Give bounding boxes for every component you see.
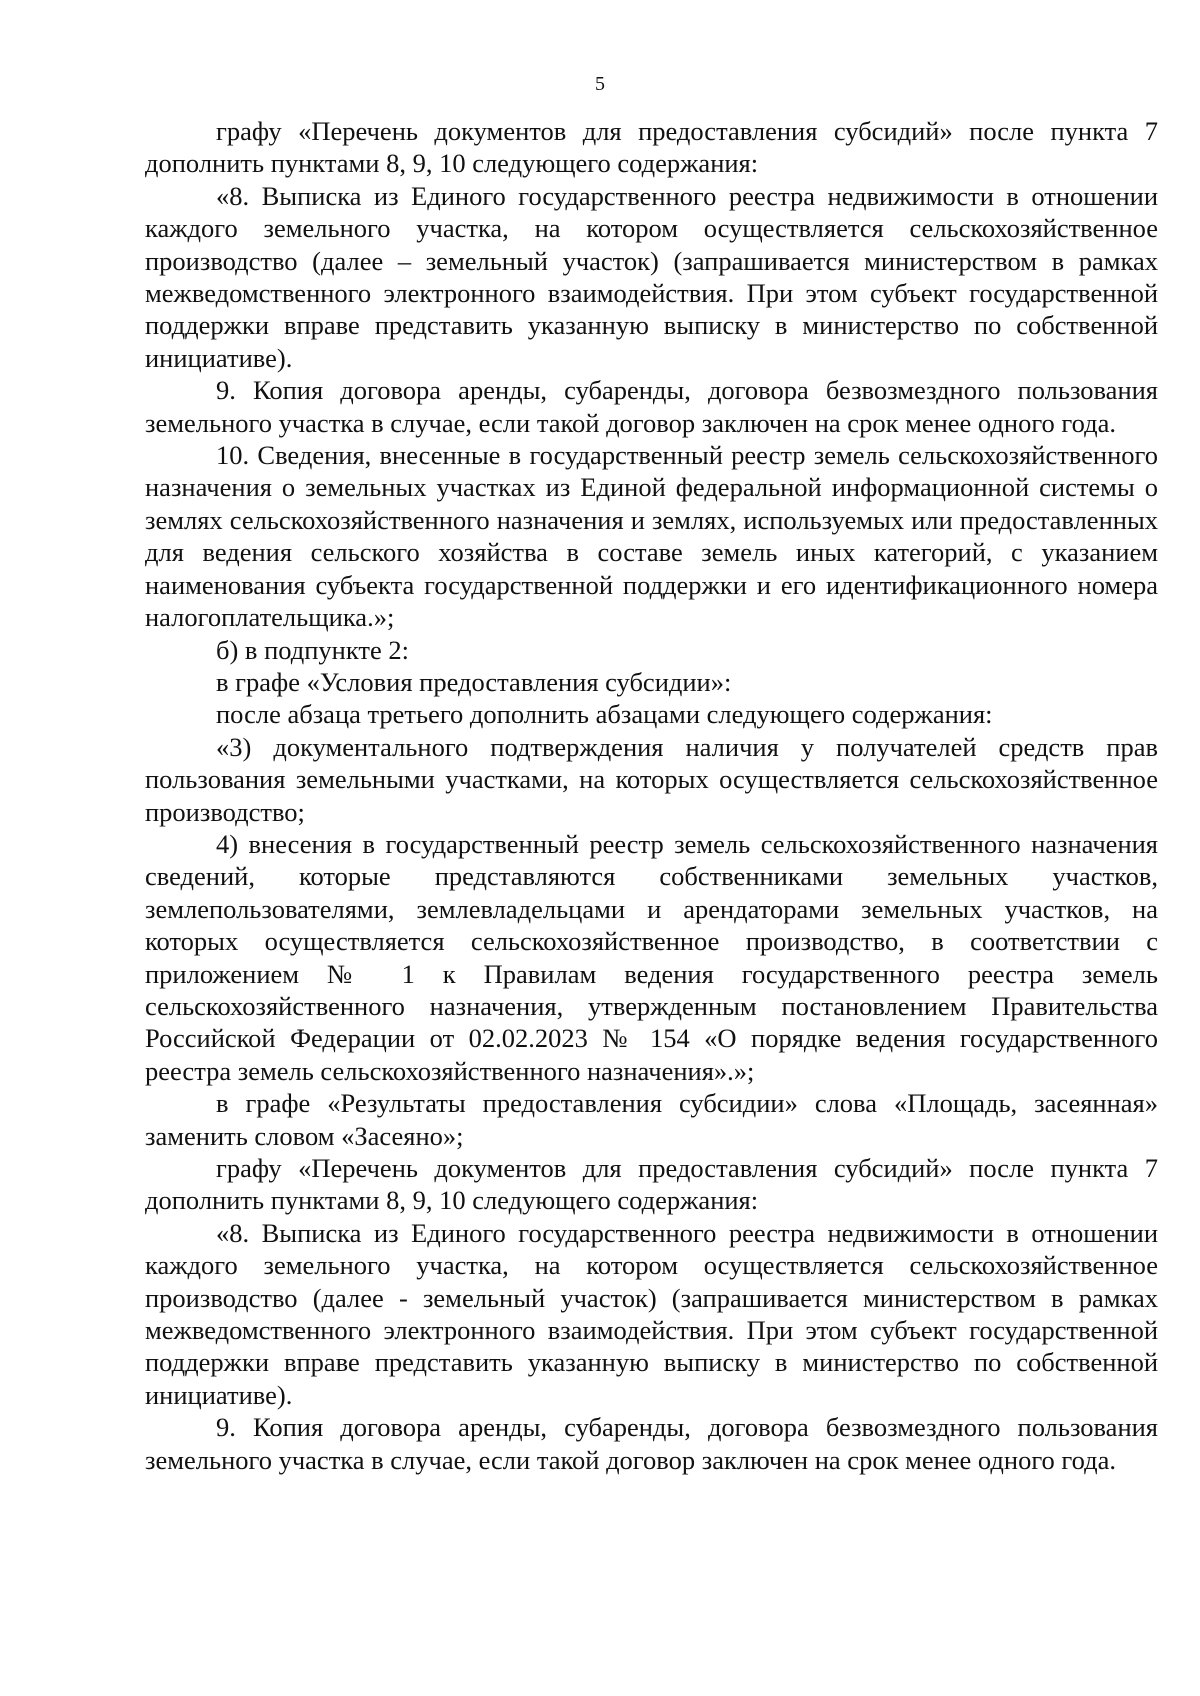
paragraph-item-8-extract-repeat: «8. Выписка из Единого государственного реестра недвижимости в отношении каждого земельного участка, на котором осуществляется сельскохозяйственное производство (далее - земельный участок) (запрашивается министерством в рамках межведомственного электронного взаимодействия. При этом субъект государственной поддержки вправе представить указанную выписку в министерство по собственной инициативе). <box>145 1217 1158 1410</box>
paragraph-condition-4: 4) внесения в государственный реестр земель сельскохозяйственного назначения сведений, которые представляются собственниками земельных участков, землепользователями, землевладельцами и арендаторами земельных участков, на которых осуществляется сельскохозяйственное производство, в соответствии с приложением № 1 к Правилам ведения государственного реестра земель сельскохозяйственного назначения, утвержденным постановлением Правительства Российской Федерации от 02.02.2023 № 154 «О порядке ведения государственного реестра земель сельскохозяйственного назначения».»; <box>145 828 1158 1086</box>
paragraph-item-8-extract: «8. Выписка из Единого государственного реестра недвижимости в отношении каждого земельного участка, на котором осуществляется сельскохозяйственное производство (далее – земельный участок) (запрашивается министерством в рамках межведомственного электронного взаимодействия. При этом субъект государственной поддержки вправе представить указанную выписку в министерство по собственной инициативе). <box>145 180 1158 373</box>
paragraph-item-10-registry-info: 10. Сведения, внесенные в государственный реестр земель сельскохозяйственного назначения о земельных участках из Единой федеральной информационной системы о землях сельскохозяйственного назначения и землях, используемых или предоставленных для ведения сельского хозяйства в составе земель иных категорий, с указанием наименования субъекта государственной поддержки и его идентификационного номера налогоплательщика.»; <box>145 440 1158 633</box>
document-body <box>145 115 1158 1476</box>
paragraph-condition-3: «3) документального подтверждения наличия у получателей средств прав пользования земельными участками, на которых осуществляется сельскохозяйственное производство; <box>145 731 1158 827</box>
paragraph-list-of-documents-intro-repeat: графу «Перечень документов для предоставления субсидий» после пункта 7 дополнить пунктами 8, 9, 10 следующего содержания: <box>145 1153 1158 1216</box>
paragraph-item-9-lease-copy: 9. Копия договора аренды, субаренды, договора безвозмездного пользования земельного участка в случае, если такой договор заключен на срок менее одного года. <box>145 375 1158 438</box>
paragraph-results-column: в графе «Результаты предоставления субсидии» слова «Площадь, засеянная» заменить словом «Засеяно»; <box>145 1088 1158 1151</box>
paragraph-after-third-abstract: после абзаца третьего дополнить абзацами следующего содержания: <box>216 699 993 730</box>
paragraph-subclause-b: б) в подпункте 2: <box>216 634 409 665</box>
page-number: 5 <box>595 73 605 95</box>
paragraph-item-9-lease-copy-repeat: 9. Копия договора аренды, субаренды, договора безвозмездного пользования земельного участка в случае, если такой договор заключен на срок менее одного года. <box>145 1412 1158 1475</box>
paragraph-conditions-column: в графе «Условия предоставления субсидии»: <box>216 666 732 697</box>
paragraph-list-of-documents-intro: графу «Перечень документов для предоставления субсидий» после пункта 7 дополнить пунктами 8, 9, 10 следующего содержания: <box>145 116 1158 179</box>
